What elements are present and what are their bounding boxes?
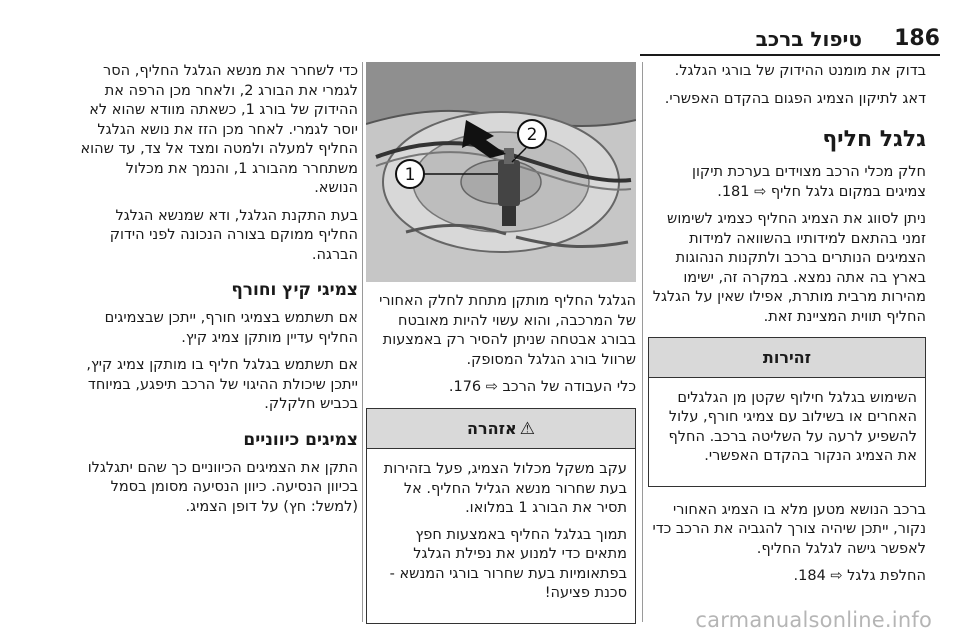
- spare-wheel-drawing: [366, 62, 636, 282]
- loaded-vehicle-text: ברכב הנושא מטען מלא בו הצמיג האחורי נקור, ייתכן שיהיה צורך להגביה את הרכב כדי לאפשר גישה לגלגל החליף.: [652, 501, 926, 557]
- warning-paragraph-2: תמוך בגלגל החליף באמצעות חפץ מתאים כדי למנוע את נפילת הגלגל בפתאומיות בעת שחרור בורגי המנשא - סכנת פציעה!: [389, 526, 627, 601]
- release-carrier-text: כדי לשחרר את מנשא הגלגל החליף, הסר לגמרי את הבורג 2, ולאחר מכן הרפה את ההידוק של בורג 1, כשאתה מוודא שהוא לא יוסר לגמרי. לאחר מכן הזז את נושא הגלגל החליף למעלה ולמטה ומצד אל צד, עד שהוא משתחרר מהבורג 1, והנמך את מכלול הנושא.: [80, 63, 358, 196]
- repair-text: דאג לתיקון הצמיג הפגום בהקדם האפשרי.: [664, 90, 926, 107]
- warning-paragraph-1: עקב משקל מכלול הצמיג, פעל בזהירות בעת שחרור מנשא הגליל החליף. אל תסיר את הבורג 1 במלואו.: [383, 461, 627, 516]
- summer-winter-heading: צמיגי קיץ וחורף: [231, 280, 358, 300]
- caution-text: השימוש בגלגל חילוף שקטן מן הגלגלים האחרים או בשילוב עם צמיגי חורף, עלול להשפיע לרעה על השליטה ברכב. החלף את הצמיג הנקור בהקדם האפשרי.: [668, 389, 917, 464]
- warning-heading-text: אזהרה: [467, 418, 517, 438]
- warning-box: [366, 408, 636, 624]
- column-divider-left: [362, 62, 363, 622]
- spare-wheel-paragraph-1: חלק מכלי הרכב מצוידים בערכת תיקון צמיגים במקום גלגל חליף ⇨ 181.: [692, 164, 926, 200]
- watermark-text: carmanualsonline.info: [695, 608, 932, 632]
- warning-triangle-icon: ⚠: [519, 418, 535, 439]
- spare-location-text: הגלגל החליף מותקן מתחת לחלק האחורי של המרכבה, והוא עשוי להיות מאובטח בבורג אבטחה שניתן להסיר רק באמצעות שרוול בורג הגלגל המסופק.: [379, 293, 636, 368]
- header-rule: [640, 54, 940, 56]
- tools-reference: כלי העבודה של הרכב ⇨ 176.: [448, 379, 636, 395]
- install-carrier-text: בעת התקנת הגלגל, ודא שמנשא הגלגל החליף ממוקם בצורה הנכונה לפני הידוק הברגה.: [109, 207, 358, 263]
- figure-label-2: 2: [526, 125, 538, 145]
- middle-column: [366, 62, 636, 624]
- intro-text: בדוק את מומנט ההידוק של בורגי הגלגל.: [674, 63, 926, 79]
- warning-heading: [367, 409, 635, 450]
- figure-label-1: 1: [404, 165, 416, 185]
- left-column: [78, 62, 358, 525]
- wheel-change-reference: החלפת גלגל ⇨ 184.: [793, 568, 926, 584]
- chapter-title: טיפול ברכב: [755, 27, 862, 51]
- page-number: 186: [894, 26, 940, 51]
- column-divider-right: [642, 62, 643, 622]
- caution-heading: זהירות: [649, 338, 925, 378]
- summer-winter-paragraph-2: אם תשתמש בגלגל חליף בו מותקן צמיג קיץ, ייתכן שיכולת ההיגוי של הרכב תיפגע, במיוחד בכביש חלקלק.: [86, 357, 358, 412]
- spare-wheel-paragraph-2: ניתן לסווג את הצמיג החליף כצמיג לשימוש זמני בהתאם למידותיו בהשוואה למידות הצמיגים הנותרים ברכב ולתקנות הנהוגות בארץ בה אתה נמצא. במקרה זה, ישימו מהירות מרבית מותרת, אפילו שאין על הגלגל החליף תווית המציינת זאת.: [652, 211, 926, 325]
- directional-tyres-heading: צמיגים כיווניים: [243, 429, 358, 450]
- spare-wheel-heading: גלגל חליף: [822, 127, 926, 152]
- spare-wheel-illustration: [366, 62, 636, 282]
- caution-box: [648, 337, 926, 487]
- directional-tyres-paragraph: התקן את הצמיגים הכיווניים כך שהם יתגלגלו בכיוון הנסיעה. כיוון הנסיעה מסומן בסמל (למשל: חץ) על דופן הצמיג.: [87, 459, 358, 515]
- right-column: [648, 62, 926, 595]
- summer-winter-paragraph-1: אם תשתמש בצמיגי חורף, ייתכן שבצמיגים החליף עדיין מותקן צמיג קיץ.: [104, 310, 358, 346]
- page-header: [640, 22, 940, 56]
